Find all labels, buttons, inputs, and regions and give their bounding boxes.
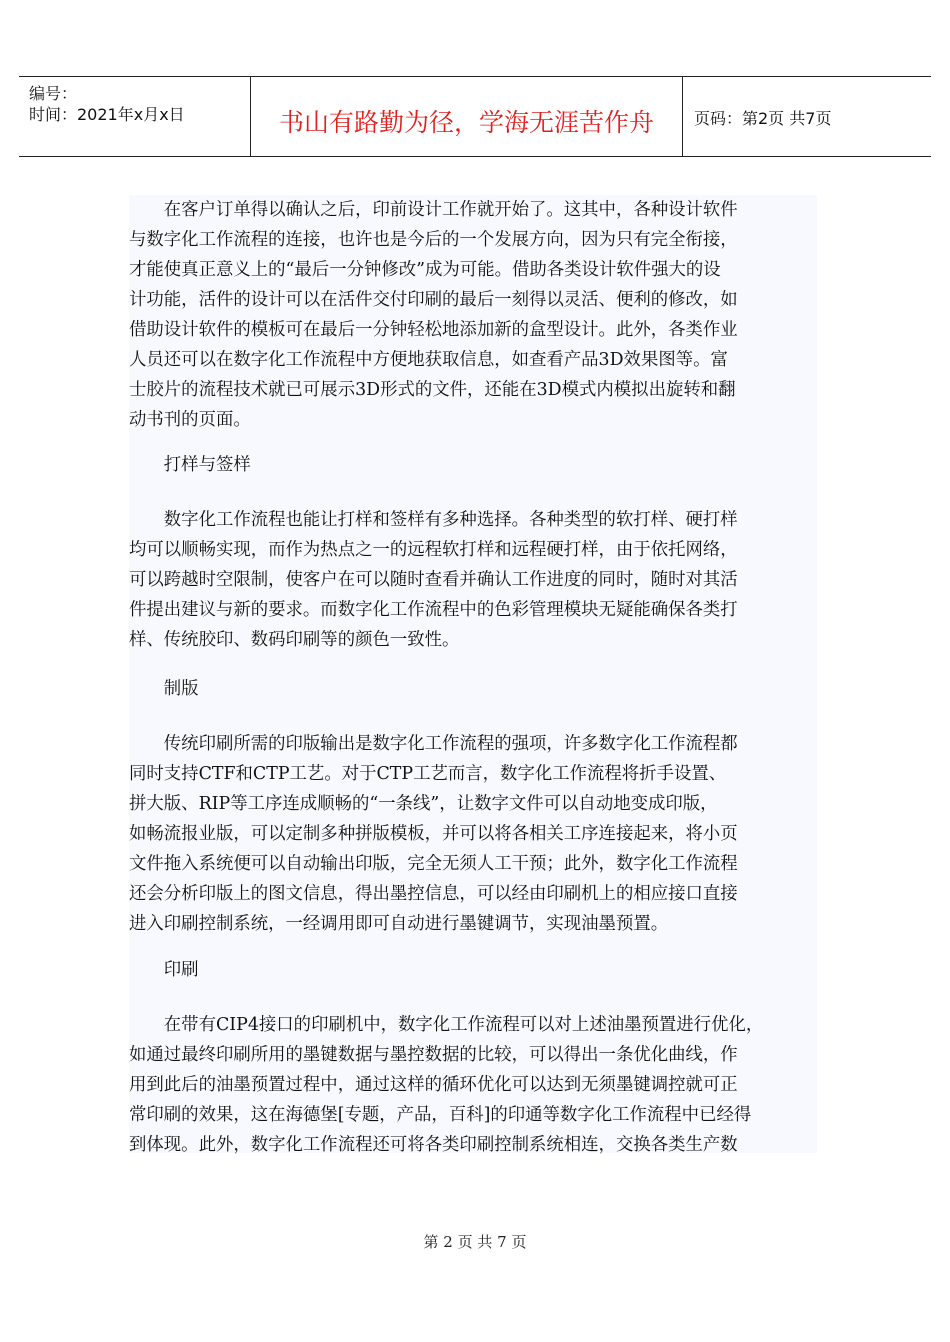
text-line: 用到此后的油墨预置过程中，通过这样的循环优化可以达到无须墨键调控就可正 xyxy=(129,1075,738,1095)
paragraph-printing xyxy=(129,1010,829,1160)
text-line: 到体现。此外，数字化工作流程还可将各类印刷控制系统相连，交换各类生产数 xyxy=(129,1135,738,1155)
page-footer: 第 2 页 共 7 页 xyxy=(423,1233,527,1251)
text-line: 动书刊的页面。 xyxy=(129,410,251,430)
text-line: 还会分析印版上的图文信息，得出墨控信息，可以经由印刷机上的相应接口直接 xyxy=(129,884,738,904)
text-line: 常印刷的效果，这在海德堡[专题，产品，百科]的印通等数字化工作流程中已经得 xyxy=(129,1105,752,1125)
text-line: 士胶片的流程技术就已可展示3D形式的文件，还能在3D模式内模拟出旋转和翻 xyxy=(129,380,736,400)
text-line: 人员还可以在数字化工作流程中方便地获取信息，如查看产品3D效果图等。富 xyxy=(129,350,728,370)
text-line: 均可以顺畅实现，而作为热点之一的远程软打样和远程硬打样，由于依托网络， xyxy=(129,540,738,560)
document-header xyxy=(19,76,931,157)
header-motto: 书山有路勤为径，学海无涯苦作舟 xyxy=(278,108,654,137)
header-motto-cell xyxy=(251,77,683,156)
text-line: 进入印刷控制系统，一经调用即可自动进行墨键调节，实现油墨预置。 xyxy=(129,914,669,934)
text-line: 在带有CIP4接口的印刷机中，数字化工作流程可以对上述油墨预置进行优化， xyxy=(129,1015,764,1035)
text-line: 如畅流报业版，可以定制多种拼版模板，并可以将各相关工序连接起来，将小页 xyxy=(129,824,738,844)
text-line: 拼大版、RIP等工序连成顺畅的“一条线”，让数字文件可以自动地变成印版， xyxy=(129,794,718,814)
section-heading-platemaking: 制版 xyxy=(129,679,199,699)
section-heading-proofing: 打样与签样 xyxy=(129,455,251,475)
document-body xyxy=(129,195,817,1153)
document-time-label: 时间：2021年x月x日 xyxy=(29,105,185,124)
text-line: 才能使真正意义上的“最后一分钟修改”成为可能。借助各类设计软件强大的设 xyxy=(129,260,721,280)
text-line: 计功能，活件的设计可以在活件交付印刷的最后一刻得以灵活、便利的修改，如 xyxy=(129,290,738,310)
paragraph-platemaking xyxy=(129,729,829,939)
text-line: 件提出建议与新的要求。而数字化工作流程中的色彩管理模块无疑能确保各类打 xyxy=(129,600,738,620)
header-info-cell xyxy=(19,77,251,156)
header-page-cell xyxy=(683,77,931,156)
text-line: 可以跨越时空限制，使客户在可以随时查看并确认工作进度的同时，随时对其活 xyxy=(129,570,738,590)
paragraph-design xyxy=(129,195,829,435)
text-line: 同时支持CTF和CTP工艺。对于CTP工艺而言，数字化工作流程将折手设置、 xyxy=(129,764,727,784)
section-heading-printing: 印刷 xyxy=(129,960,199,980)
text-line: 文件拖入系统便可以自动输出印版，完全无须人工干预；此外，数字化工作流程 xyxy=(129,854,738,874)
text-line: 样、传统胶印、数码印刷等的颜色一致性。 xyxy=(129,630,460,650)
text-line: 借助设计软件的模板可在最后一分钟轻松地添加新的盒型设计。此外，各类作业 xyxy=(129,320,738,340)
document-number-label: 编号： xyxy=(29,84,78,103)
paragraph-proofing xyxy=(129,505,829,655)
text-line: 与数字化工作流程的连接，也许也是今后的一个发展方向，因为只有完全衔接， xyxy=(129,230,738,250)
text-line: 在客户订单得以确认之后，印前设计工作就开始了。这其中，各种设计软件 xyxy=(129,200,738,220)
text-line: 数字化工作流程也能让打样和签样有多种选择。各种类型的软打样、硬打样 xyxy=(129,510,738,530)
header-page-number: 页码：第2页 共7页 xyxy=(694,109,832,128)
text-line: 如通过最终印刷所用的墨键数据与墨控数据的比较，可以得出一条优化曲线，作 xyxy=(129,1045,738,1065)
text-line: 传统印刷所需的印版输出是数字化工作流程的强项，许多数字化工作流程都 xyxy=(129,734,738,754)
